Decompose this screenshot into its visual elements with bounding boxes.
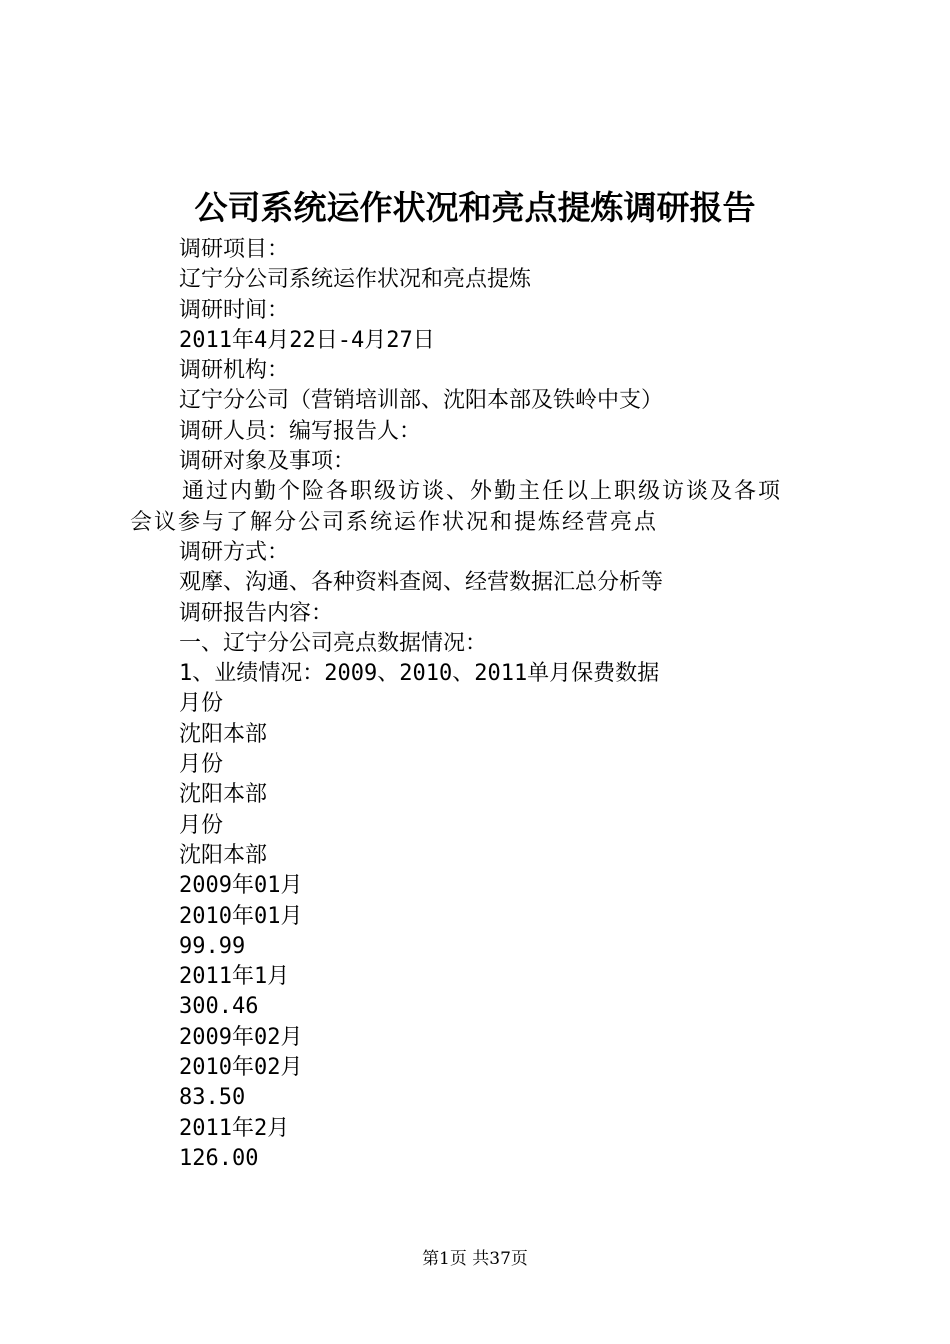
text-line: 辽宁分公司（营销培训部、沈阳本部及铁岭中支） bbox=[179, 388, 664, 414]
page-number-footer: 第1页 共37页 bbox=[422, 1249, 528, 1269]
table-cell: 2010年02月 bbox=[179, 1055, 303, 1081]
table-cell: 沈阳本部 bbox=[179, 842, 268, 868]
text-line: 调研报告内容： bbox=[179, 600, 334, 626]
text-line: 调研方式： bbox=[179, 539, 290, 565]
paragraph-line-1: 通过内勤个险各职级访谈、外勤主任以上职级访谈及各项 bbox=[182, 479, 783, 505]
table-cell: 2009年01月 bbox=[179, 873, 303, 899]
table-cell: 月份 bbox=[179, 752, 224, 778]
table-cell: 300.46 bbox=[179, 994, 259, 1020]
paragraph-line-2: 会议参与了解分公司系统运作状况和提炼经营亮点 bbox=[130, 509, 659, 535]
table-cell: 月份 bbox=[179, 812, 224, 838]
document-body bbox=[130, 235, 835, 1174]
table-cell: 83.50 bbox=[179, 1085, 246, 1111]
subsection-heading: 1、业绩情况：2009、2010、2011单月保费数据 bbox=[179, 661, 660, 687]
table-cell: 月份 bbox=[179, 691, 224, 717]
text-line: 调研机构： bbox=[179, 358, 290, 384]
page-title: 公司系统运作状况和亮点提炼调研报告 bbox=[194, 188, 756, 227]
table-cell: 99.99 bbox=[179, 933, 246, 959]
survey-description-paragraph bbox=[130, 477, 835, 538]
text-line: 调研对象及事项： bbox=[179, 449, 356, 475]
text-line: 调研人员：编写报告人： bbox=[179, 418, 422, 444]
text-line: 2011年4月22日-4月27日 bbox=[179, 327, 435, 353]
text-line: 观摩、沟通、各种资料查阅、经营数据汇总分析等 bbox=[179, 570, 664, 596]
text-line: 辽宁分公司系统运作状况和亮点提炼 bbox=[179, 267, 532, 293]
table-cell: 2010年01月 bbox=[179, 903, 303, 929]
table-cell: 沈阳本部 bbox=[179, 782, 268, 808]
table-cell: 126.00 bbox=[179, 1145, 259, 1171]
text-line: 调研项目： bbox=[179, 237, 290, 262]
text-line: 调研时间： bbox=[179, 297, 290, 323]
table-cell: 2011年1月 bbox=[179, 964, 290, 990]
section-heading: 一、辽宁分公司亮点数据情况： bbox=[179, 630, 488, 656]
table-cell: 沈阳本部 bbox=[179, 721, 268, 747]
table-cell: 2011年2月 bbox=[179, 1115, 290, 1141]
table-cell: 2009年02月 bbox=[179, 1024, 303, 1050]
